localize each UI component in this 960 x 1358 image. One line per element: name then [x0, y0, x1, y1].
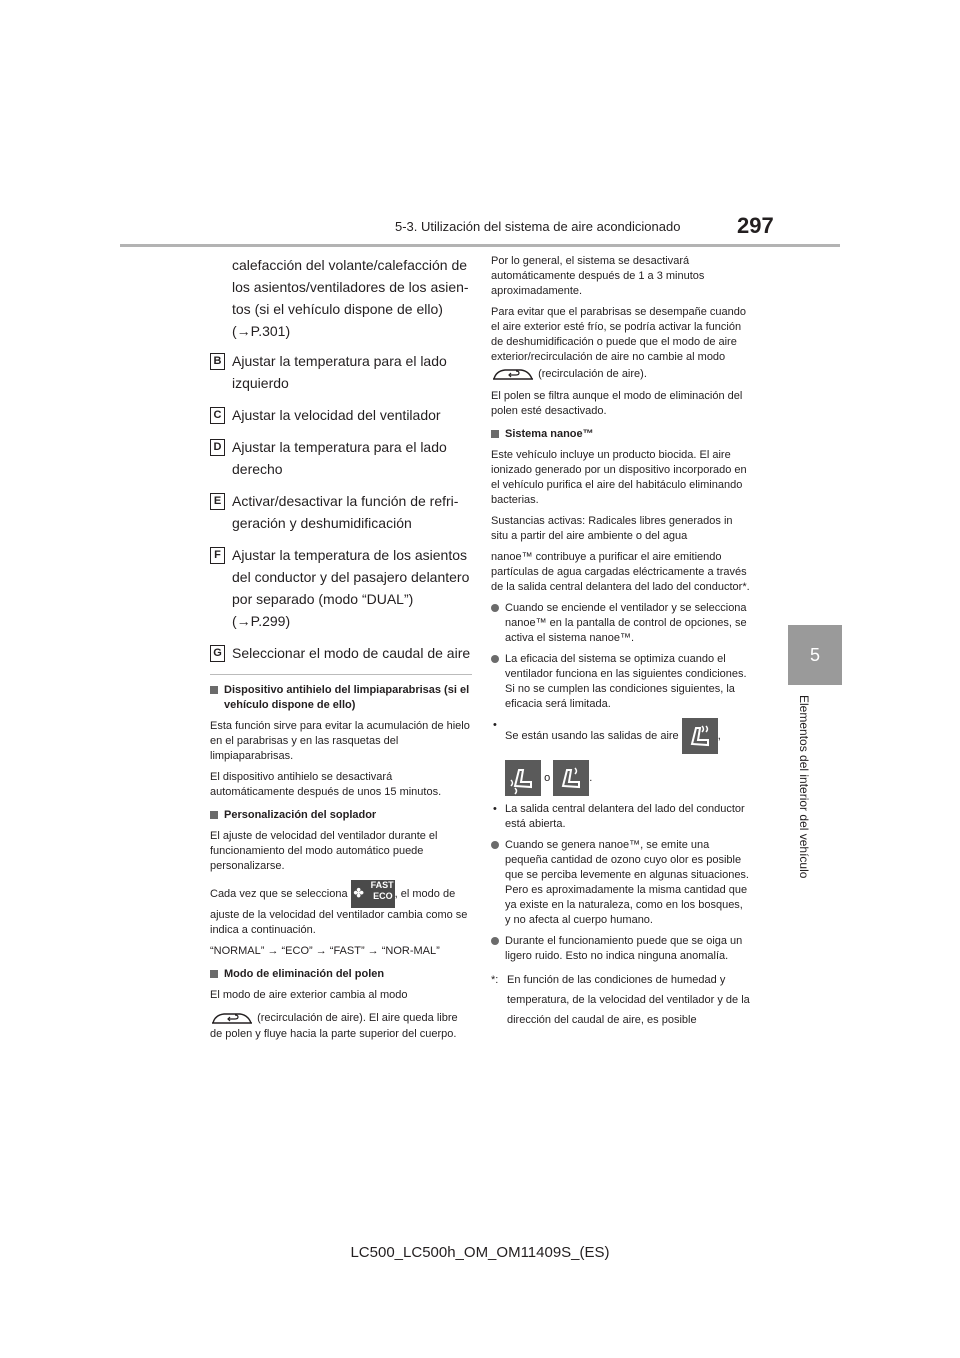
- item-line: Seleccionar el modo de caudal de aire: [232, 645, 471, 661]
- square-bullet-icon: [210, 970, 218, 978]
- item-line: izquierdo: [232, 375, 289, 391]
- dash-marker: •: [493, 803, 497, 815]
- dash-marker: •: [493, 719, 497, 731]
- paragraph: El polen se filtra aunque el modo de eliminación del polen esté desactivado.: [491, 390, 743, 417]
- bullet-item: [491, 601, 751, 646]
- section-title: 5-3. Utilización del sistema de aire acondicionado: [395, 219, 681, 234]
- item-line: Ajustar la velocidad del ventilador: [232, 407, 441, 423]
- paragraph-text: Cada vez que se selecciona: [210, 887, 348, 900]
- left-column: [210, 254, 472, 1048]
- item-line: Ajustar la temperatura de los asientos: [232, 547, 468, 563]
- recirculation-icon: [491, 365, 535, 383]
- square-bullet-icon: [210, 686, 218, 694]
- section-heading: [210, 808, 472, 823]
- section-heading: [491, 427, 751, 442]
- paragraph: El modo de aire exterior cambia al modo: [210, 989, 408, 1001]
- chapter-number: 5: [809, 644, 820, 665]
- paragraph: nanoe™ contribuye a purificar el aire emitiendo partículas de agua cargadas eléctricamente a través de la salida central delantera del lado del conductor*.: [491, 551, 750, 593]
- footnote-mark: *:: [491, 974, 499, 986]
- bullet-text: La eficacia del sistema se optimiza cuando el ventilador funciona en las siguientes condiciones. Si no se cumplen las condiciones siguientes, la eficacia será limitada.: [505, 653, 747, 710]
- right-column: [491, 254, 751, 1036]
- bullet-item: [491, 838, 751, 928]
- fast-eco-icon: ✤ FAST ECO: [351, 880, 395, 908]
- badge-e: E: [210, 493, 225, 510]
- badge-d: D: [210, 439, 225, 456]
- seat-vent-icon: [553, 760, 589, 796]
- bullet-item: [491, 652, 751, 712]
- chapter-title: Elementos del interior del vehículo: [797, 695, 811, 879]
- paragraph: Esta función sirve para evitar la acumulación de hielo en el parabrisas y en las rasquetas del limpiaparabrisas.: [210, 720, 470, 762]
- heading-text: Modo de eliminación del polen: [224, 968, 385, 980]
- item-line: por separado (modo “DUAL”): [232, 591, 414, 607]
- dash-item: • Se están usando las salidas de aire , o .: [491, 718, 751, 796]
- paragraph: El ajuste de velocidad del ventilador durante el funcionamiento del modo automático puede personalizarse.: [210, 830, 438, 872]
- section-heading: [210, 683, 472, 713]
- round-bullet-icon: [491, 604, 499, 612]
- list-item: [210, 642, 472, 664]
- icon-label: FAST ECO: [370, 880, 394, 901]
- paragraph: [210, 880, 472, 938]
- list-item: [210, 404, 472, 426]
- list-item: [210, 544, 472, 632]
- paragraph: Este vehículo incluye un producto biocida. El aire ionizado generado por un dispositivo incorporado en el vehículo purifica el aire del habitáculo eliminando bacterias.: [491, 449, 747, 506]
- round-bullet-icon: [491, 937, 499, 945]
- paragraph-text: Para evitar que el parabrisas se desempañe cuando el aire exterior esté frío, se podría activar la función de deshumidificación o puede que el modo de aire exterior/recirculación de aire no cambie al modo: [491, 306, 746, 363]
- round-bullet-icon: [491, 841, 499, 849]
- paragraph: [210, 1009, 472, 1042]
- item-line: (→P.299): [232, 613, 291, 629]
- square-bullet-icon: [210, 811, 218, 819]
- footnote: [491, 970, 751, 1030]
- footnote-text: En función de las condiciones de humedad y temperatura, de la velocidad del ventilador y de la dirección del caudal de aire, es posible: [507, 974, 750, 1026]
- badge-b: B: [210, 353, 225, 370]
- badge-g: G: [210, 645, 225, 662]
- bullet-text: Durante el funcionamiento puede que se oiga un ligero ruido. Esto no indica ninguna anomalía.: [505, 935, 743, 962]
- bullet-item: [491, 934, 751, 964]
- dash-item: [491, 802, 751, 832]
- item-line: del conductor y del pasajero delantero: [232, 569, 470, 585]
- recirculation-icon: [210, 1009, 254, 1027]
- paragraph: “NORMAL” → “ECO” → “FAST” → “NOR-MAL”: [210, 945, 440, 957]
- page-number: 297: [737, 213, 774, 238]
- heading-text: Dispositivo antihielo del limpiaparabrisas (si el vehículo dispone de ello): [224, 684, 470, 711]
- paragraph-text: (recirculación de aire). El aire queda libre de polen y fluye hacia la parte superior del cuerpo.: [210, 1011, 458, 1040]
- header-rule: [120, 244, 840, 247]
- paragraph: Por lo general, el sistema se desactivará automáticamente después de 1 a 3 minutos aproximadamente.: [491, 255, 705, 297]
- square-bullet-icon: [491, 430, 499, 438]
- heading-text: Sistema nanoe™: [505, 428, 594, 440]
- paragraph-text: , el modo de ajuste de la velocidad del ventilador cambia como se indica a continuación.: [210, 887, 468, 936]
- list-item: [210, 350, 472, 394]
- paragraph-text: (recirculación de aire).: [538, 367, 647, 380]
- seat-vent-icon: [682, 718, 718, 754]
- dash-text: La salida central delantera del lado del conductor está abierta.: [505, 803, 745, 830]
- paragraph: Sustancias activas: Radicales libres generados in situ a partir del aire ambiente o del agua: [491, 515, 733, 542]
- continuation-line: los asientos/ventiladores de los asien-: [232, 279, 469, 295]
- bullet-text: Cuando se genera nanoe™, se emite una pequeña cantidad de ozono cuyo olor es posible que se perciba levemente en algunas situaciones. Pero es aproximadamente la misma cantidad que ya existe en la naturaleza, como en los bosques, y no afecta al cuerpo humano.: [505, 839, 749, 926]
- document-code: LC500_LC500h_OM_OM11409S_(ES): [350, 1244, 610, 1261]
- dash-text: Se están usando las salidas de aire: [505, 729, 679, 742]
- item-line: Activar/desactivar la función de refri-: [232, 493, 459, 509]
- list-item: [210, 436, 472, 480]
- continuation-text: [210, 254, 472, 342]
- item-line: Ajustar la temperatura para el lado: [232, 353, 447, 369]
- continuation-line: tos (si el vehículo dispone de ello): [232, 301, 443, 317]
- item-line: geración y deshumidificación: [232, 515, 412, 531]
- round-bullet-icon: [491, 655, 499, 663]
- paragraph: [491, 305, 751, 383]
- badge-c: C: [210, 407, 225, 424]
- continuation-line: calefacción del volante/calefacción de: [232, 257, 468, 273]
- seat-vent-icon: [505, 760, 541, 796]
- section-divider: [210, 674, 472, 675]
- badge-f: F: [210, 547, 225, 564]
- item-line: derecho: [232, 461, 283, 477]
- chapter-tab: [788, 625, 842, 685]
- bullet-text: Cuando se enciende el ventilador y se selecciona nanoe™ en la pantalla de control de opciones, se activa el sistema nanoe™.: [505, 602, 747, 644]
- section-heading: [210, 967, 472, 982]
- dash-text: o: [544, 771, 551, 784]
- item-line: Ajustar la temperatura para el lado: [232, 439, 447, 455]
- list-item: [210, 490, 472, 534]
- chapter-side-label: [795, 695, 815, 895]
- heading-text: Personalización del soplador: [224, 809, 377, 821]
- paragraph: El dispositivo antihielo se desactivará automáticamente después de unos 15 minutos.: [210, 771, 442, 798]
- continuation-line: (→P.301): [232, 323, 291, 339]
